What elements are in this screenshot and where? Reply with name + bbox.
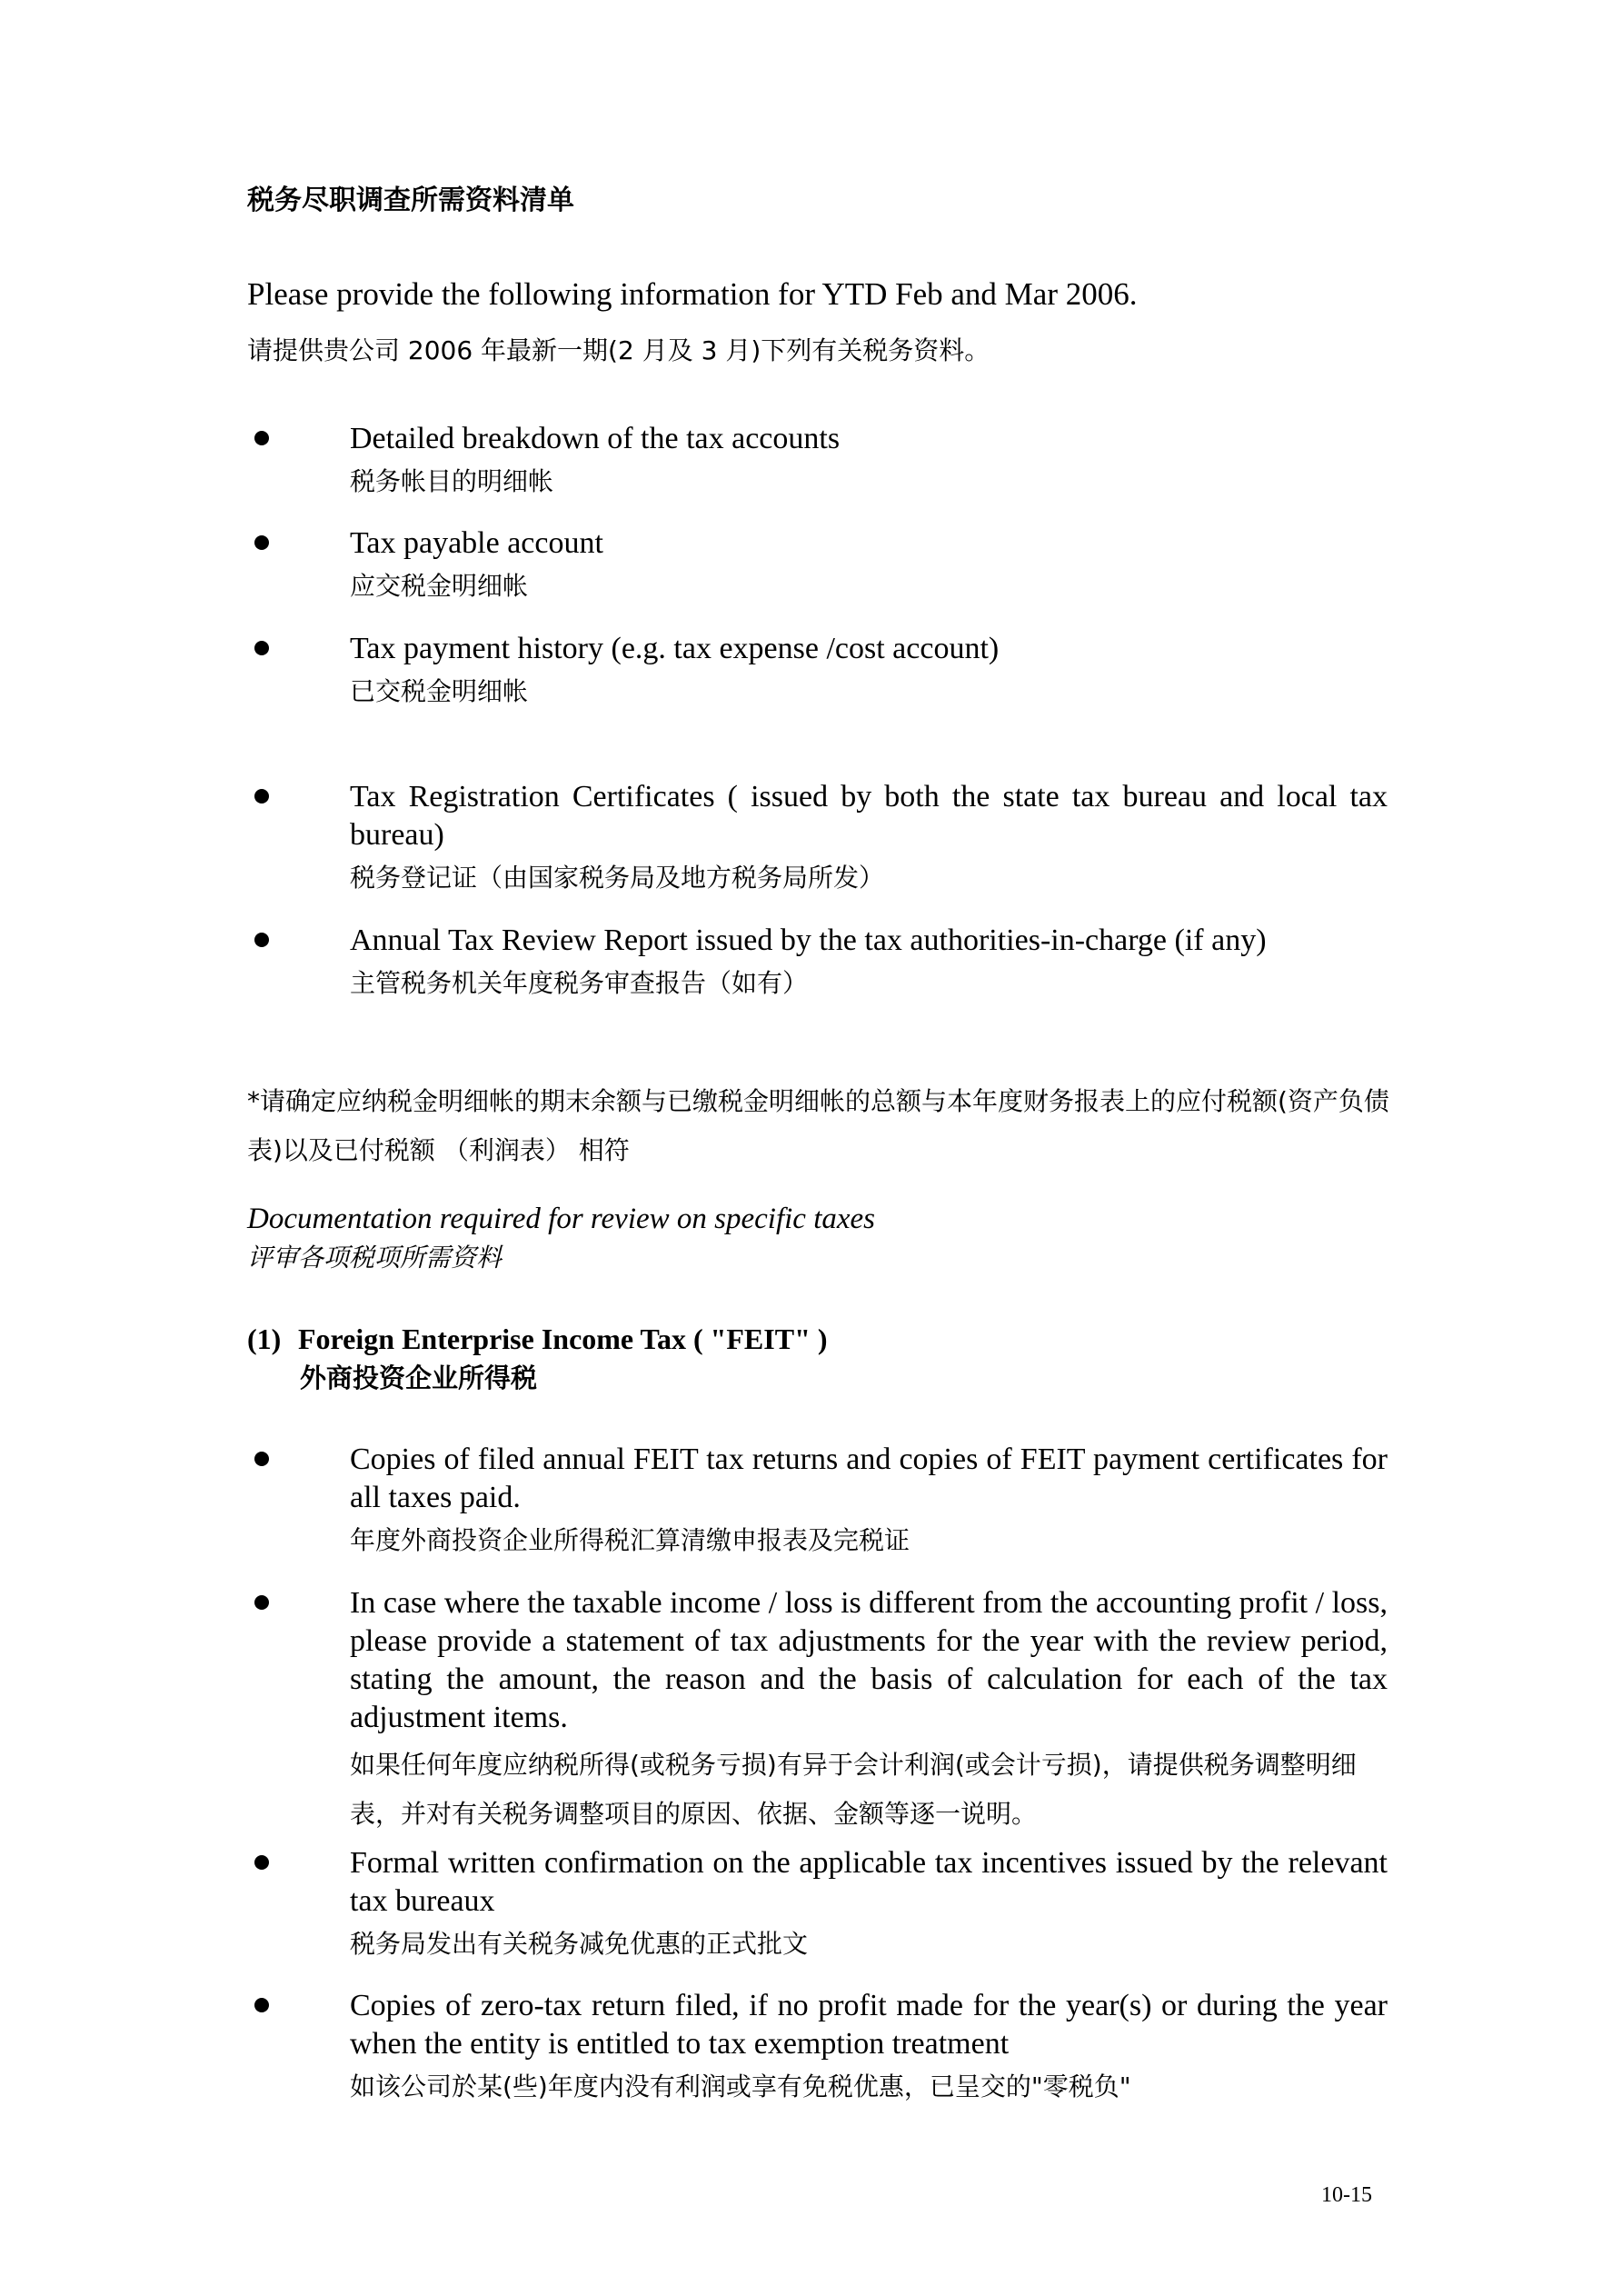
list-item-text-en: Tax Registration Certificates ( issued by both the state tax bureau and local tax bureau) <box>350 780 1388 852</box>
feit-heading-title: Foreign Enterprise Income Tax ( "FEIT" ) <box>298 1323 828 1355</box>
intro-text-cn: 请提供贵公司 2006 年最新一期(2 月及 3 月)下列有关税务资料。 <box>247 335 990 365</box>
list-item-text-en: Formal written confirmation on the applicable tax incentives issued by the relevant tax bureaux <box>350 1846 1388 1918</box>
intro-text-en: Please provide the following information for YTD Feb and Mar 2006. <box>247 276 1138 312</box>
list-item-text-cn: 已交税金明细帐 <box>350 676 529 706</box>
feit-heading-cn: 外商投资企业所得税 <box>300 1363 538 1393</box>
section-label-cn: 评审各项税项所需资料 <box>247 1243 503 1273</box>
list-item-text-cn: 如果任何年度应纳税所得(或税务亏损)有异于会计利润(或会计亏损)，请提供税务调整明细表，并对有关税务调整项目的原因、依据、金额等逐一说明。 <box>350 1750 1357 1829</box>
list-item-text-cn: 应交税金明细帐 <box>350 571 529 601</box>
bullet-icon <box>254 535 269 550</box>
bullet-icon <box>254 1998 269 2012</box>
list-item-text-en: Detailed breakdown of the tax accounts <box>350 422 841 455</box>
bullet-icon <box>254 1452 269 1466</box>
list-item-text-cn: 税务局发出有关税务减免优惠的正式批文 <box>350 1929 809 1959</box>
bullet-icon <box>254 1595 269 1610</box>
list-item-text-en: Copies of zero-tax return filed, if no profit made for the year(s) or during the year when the entity is entitled to tax exemption treatment <box>350 1989 1388 2061</box>
list-item-text-en: Tax payment history (e.g. tax expense /cost account) <box>350 632 1000 665</box>
list-item-text-cn: 税务登记证（由国家税务局及地方税务局所发） <box>350 863 885 893</box>
list-item-text-en: Copies of filed annual FEIT tax returns and copies of FEIT payment certificates for all taxes paid. <box>350 1442 1388 1514</box>
feit-heading-number: (1) <box>247 1323 282 1355</box>
bullet-icon <box>254 933 269 947</box>
list-item-text-cn: 年度外商投资企业所得税汇算清缴申报表及完税证 <box>350 1525 911 1555</box>
section-label-en: Documentation required for review on specific taxes <box>247 1203 876 1235</box>
list-item-text-en: Annual Tax Review Report issued by the tax authorities-in-charge (if any) <box>350 923 1267 957</box>
list-item-text-en: In case where the taxable income / loss is different from the accounting profit / loss, please provide a statement of tax adjustments for the year with the review period, stating the amount, the reason and the basis of calculation for each of the tax adjustment items. <box>350 1586 1388 1734</box>
list-item-text-cn: 如该公司於某(些)年度内没有利润或享有免税优惠，已呈交的"零税负" <box>350 2071 1131 2101</box>
page-number: 10-15 <box>1321 2183 1372 2207</box>
bullet-icon <box>254 431 269 445</box>
feit-heading <box>247 1320 827 1358</box>
reconciliation-note: *请确定应纳税金明细帐的期末余额与已缴税金明细帐的总额与本年度财务报表上的应付税额(资产负债表)以及已付税额 （利润表） 相符 <box>247 1086 1389 1165</box>
document-title: 税务尽职调查所需资料清单 <box>247 185 574 216</box>
list-item-text-en: Tax payable account <box>350 526 603 560</box>
bullet-icon <box>254 641 269 655</box>
bullet-icon <box>254 1855 269 1870</box>
list-item-text-cn: 税务帐目的明细帐 <box>350 466 554 496</box>
bullet-icon <box>254 789 269 804</box>
list-item-text-cn: 主管税务机关年度税务审查报告（如有） <box>350 968 809 998</box>
